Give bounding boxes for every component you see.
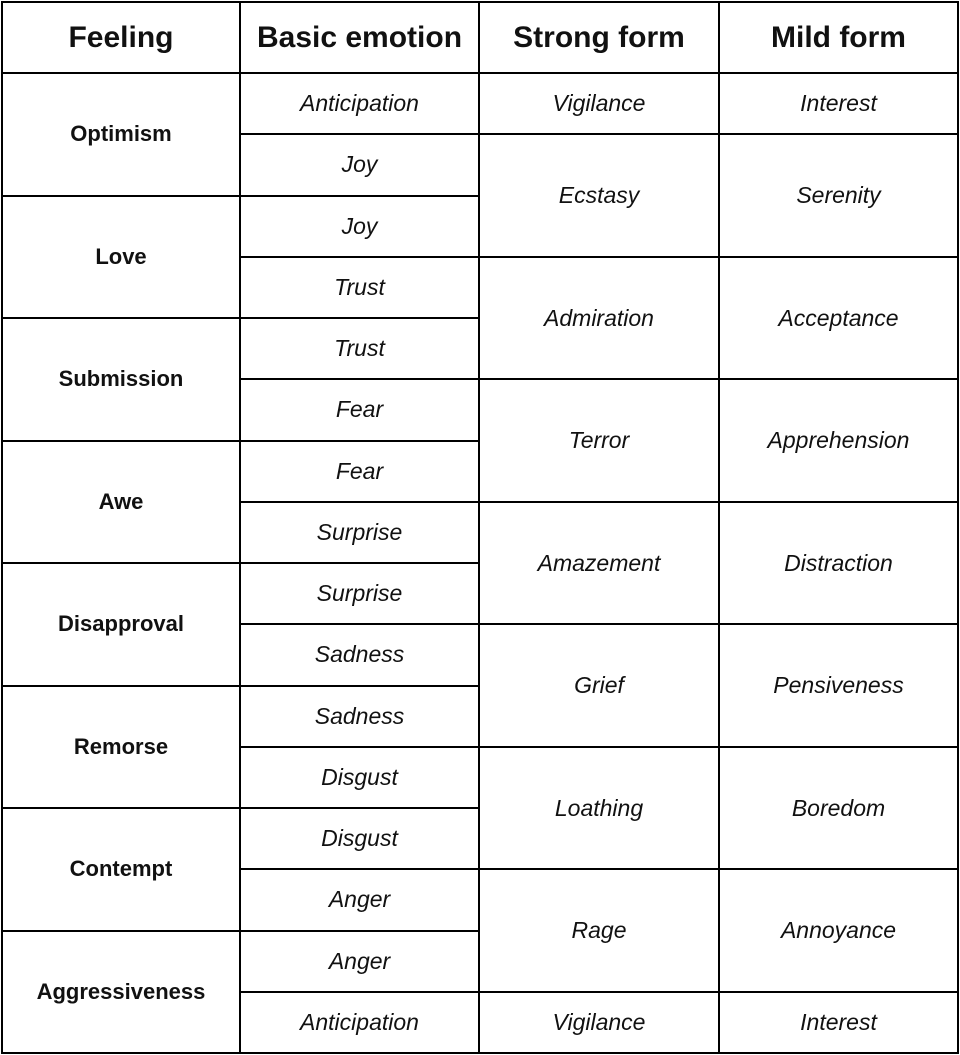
- grid-line: [478, 868, 959, 870]
- feeling-cell: Optimism: [70, 121, 172, 147]
- grid-line: [239, 991, 480, 993]
- feeling-cell: Disapproval: [58, 611, 184, 637]
- mild-form-cell: Interest: [800, 1008, 877, 1035]
- strong-form-cell: Terror: [568, 427, 630, 453]
- feeling-cell: Aggressiveness: [36, 978, 206, 1004]
- grid-line: [478, 501, 959, 503]
- grid-line: [239, 746, 480, 748]
- basic-emotion-cell: Anger: [328, 947, 391, 974]
- mild-form-cell: Boredom: [791, 794, 886, 821]
- grid-line: [1, 807, 241, 809]
- basic-emotion-cell: Joy: [341, 212, 378, 239]
- column-header: Basic emotion: [256, 20, 463, 54]
- strong-form-cell: Admiration: [544, 304, 654, 331]
- grid-line: [239, 807, 480, 809]
- grid-line: [239, 195, 480, 197]
- grid-line: [239, 378, 480, 380]
- column-header: Mild form: [771, 20, 906, 54]
- grid-line: [239, 317, 480, 319]
- grid-line: [1, 440, 241, 442]
- strong-form-cell: Grief: [574, 672, 624, 698]
- basic-emotion-cell: Sadness: [314, 702, 405, 729]
- basic-emotion-cell: Surprise: [316, 518, 403, 545]
- grid-line: [957, 1, 959, 1054]
- grid-line: [1, 72, 959, 74]
- grid-line: [239, 1, 241, 1054]
- mild-form-cell: Annoyance: [780, 917, 897, 943]
- grid-line: [1, 562, 241, 564]
- basic-emotion-cell: Anticipation: [300, 1008, 419, 1035]
- mild-form-cell: Apprehension: [767, 427, 910, 453]
- grid-line: [478, 1, 480, 1054]
- mild-form-cell: Interest: [800, 90, 877, 117]
- basic-emotion-cell: Surprise: [316, 580, 403, 607]
- basic-emotion-cell: Trust: [334, 335, 385, 362]
- mild-form-cell: Pensiveness: [773, 672, 904, 698]
- grid-line: [1, 1, 959, 3]
- grid-line: [239, 562, 480, 564]
- basic-emotion-cell: Fear: [335, 457, 384, 484]
- grid-line: [478, 623, 959, 625]
- basic-emotion-cell: Sadness: [314, 641, 405, 668]
- basic-emotion-cell: Disgust: [321, 825, 398, 852]
- grid-line: [1, 195, 241, 197]
- grid-line: [478, 991, 959, 993]
- strong-form-cell: Vigilance: [552, 90, 646, 117]
- grid-line: [239, 440, 480, 442]
- feeling-cell: Remorse: [73, 733, 169, 759]
- basic-emotion-cell: Fear: [335, 396, 384, 423]
- feeling-cell: Awe: [98, 488, 144, 514]
- strong-form-cell: Rage: [571, 917, 627, 943]
- grid-line: [478, 133, 959, 135]
- mild-form-cell: Distraction: [784, 549, 893, 576]
- grid-line: [239, 930, 480, 932]
- strong-form-cell: Amazement: [537, 549, 661, 576]
- strong-form-cell: Loathing: [554, 794, 644, 821]
- grid-line: [478, 378, 959, 380]
- grid-line: [239, 868, 480, 870]
- grid-line: [1, 1052, 959, 1054]
- grid-line: [478, 746, 959, 748]
- grid-line: [478, 256, 959, 258]
- basic-emotion-cell: Anger: [328, 886, 391, 913]
- basic-emotion-cell: Anticipation: [300, 90, 419, 117]
- grid-line: [1, 317, 241, 319]
- grid-line: [718, 1, 720, 1054]
- basic-emotion-cell: Joy: [341, 151, 378, 178]
- basic-emotion-cell: Trust: [334, 273, 385, 300]
- grid-line: [239, 501, 480, 503]
- strong-form-cell: Ecstasy: [558, 182, 640, 208]
- mild-form-cell: Serenity: [796, 182, 881, 208]
- basic-emotion-cell: Disgust: [321, 763, 398, 790]
- strong-form-cell: Vigilance: [552, 1008, 646, 1035]
- grid-line: [239, 256, 480, 258]
- column-header: Feeling: [68, 20, 174, 54]
- feeling-cell: Love: [95, 243, 147, 269]
- feeling-cell: Submission: [58, 366, 184, 392]
- grid-line: [239, 133, 480, 135]
- mild-form-cell: Acceptance: [778, 304, 899, 331]
- column-header: Strong form: [513, 20, 685, 54]
- grid-line: [1, 930, 241, 932]
- grid-line: [1, 1, 3, 1054]
- grid-line: [1, 685, 241, 687]
- grid-line: [239, 623, 480, 625]
- grid-line: [239, 685, 480, 687]
- feeling-cell: Contempt: [69, 856, 173, 882]
